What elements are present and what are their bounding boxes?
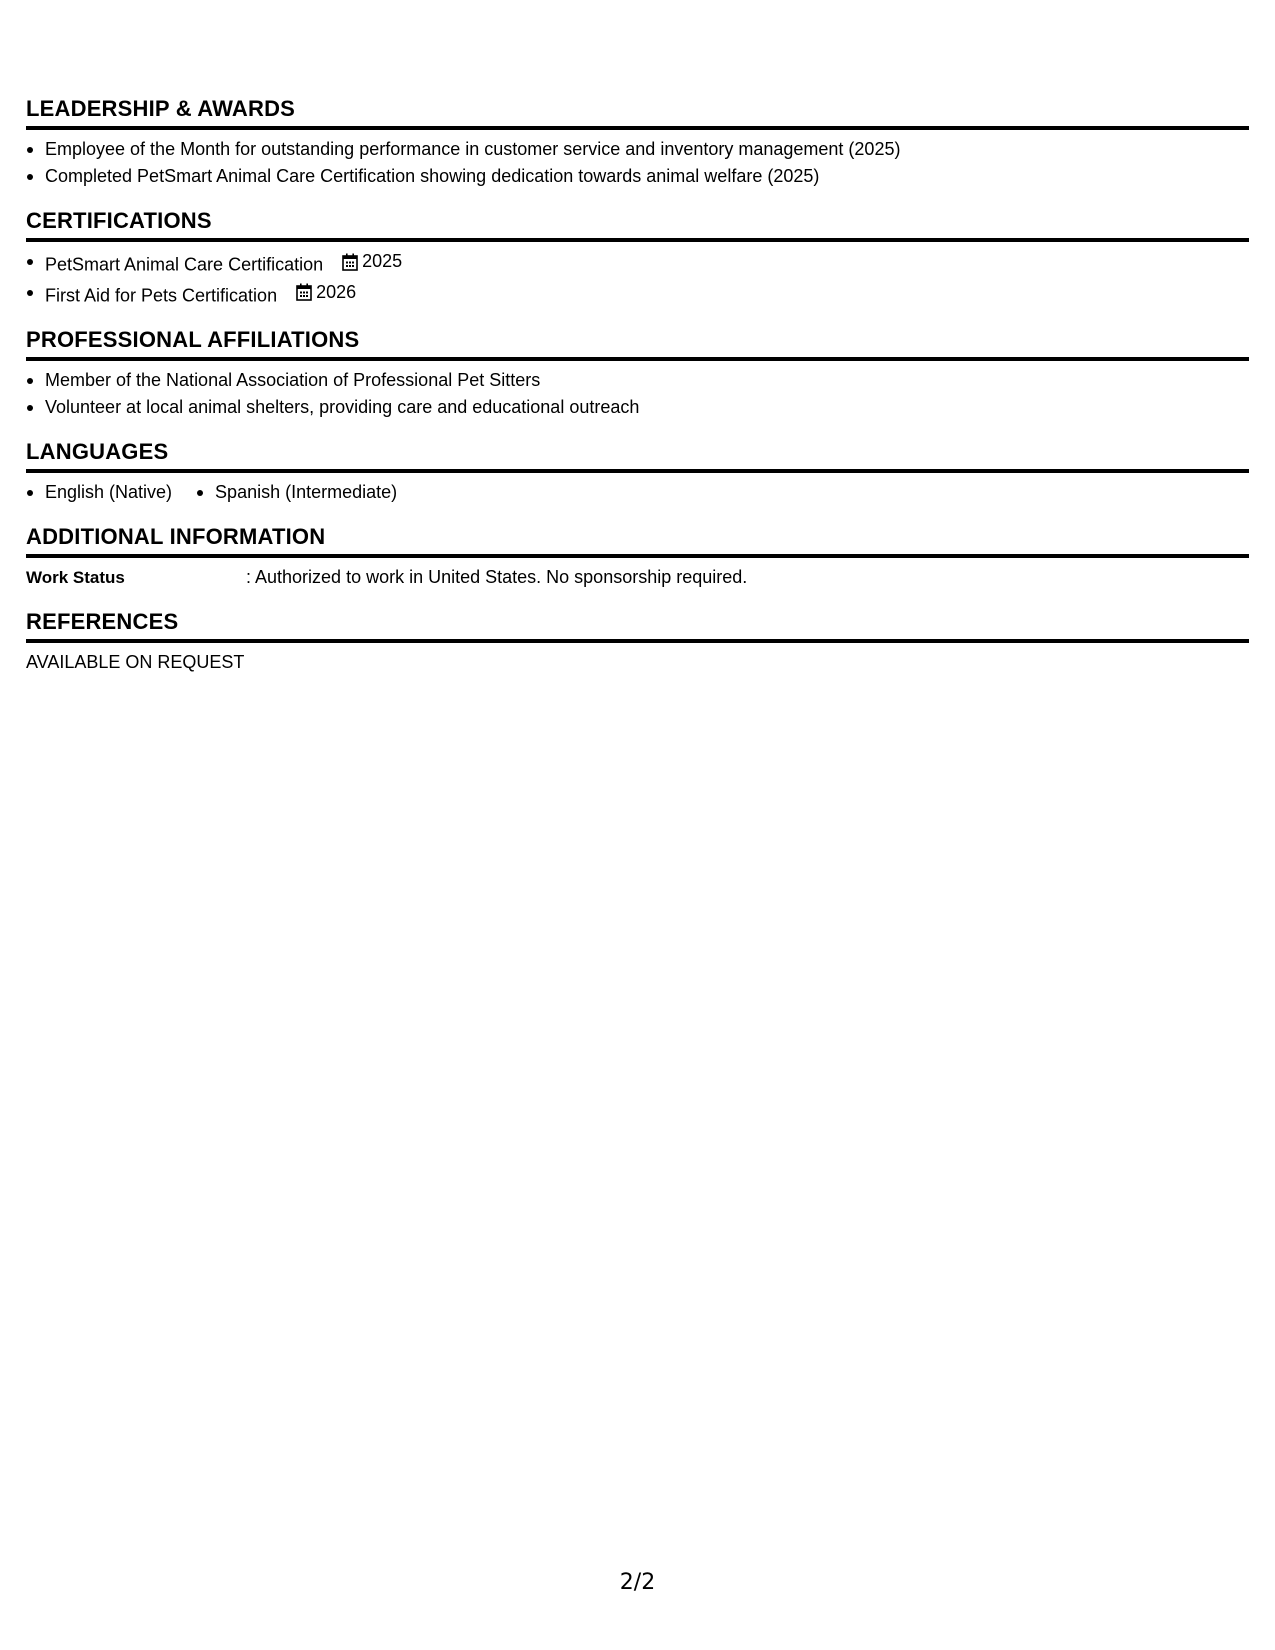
certifications-heading: CERTIFICATIONS — [26, 208, 1249, 242]
references-text: AVAILABLE ON REQUEST — [26, 652, 245, 672]
additional-info-heading: ADDITIONAL INFORMATION — [26, 524, 1249, 558]
work-status-value: : Authorized to work in United States. No sponsorship required. — [246, 567, 748, 587]
certifications-list — [26, 248, 1249, 309]
certification-name: First Aid for Pets Certification — [45, 285, 278, 305]
list-item: English (Native) — [26, 479, 172, 506]
list-item: Member of the National Association of Professional Pet Sitters — [26, 367, 1249, 394]
affiliations-heading: PROFESSIONAL AFFILIATIONS — [26, 327, 1249, 361]
resume-page-2 — [26, 96, 1249, 694]
calendar-icon — [342, 253, 358, 271]
list-item: Spanish (Intermediate) — [196, 479, 397, 506]
certification-date — [296, 279, 356, 306]
list-item: Employee of the Month for outstanding performance in customer service and inventory management (2025) — [26, 136, 1249, 163]
certifications-section — [26, 208, 1249, 309]
leadership-list — [26, 136, 1249, 190]
languages-heading: LANGUAGES — [26, 439, 1249, 473]
calendar-icon — [296, 283, 312, 301]
references-section — [26, 609, 1249, 676]
list-item: Completed PetSmart Animal Care Certification showing dedication towards animal welfare (2025) — [26, 163, 1249, 190]
references-heading: REFERENCES — [26, 609, 1249, 643]
languages-section — [26, 439, 1249, 506]
work-status-row — [26, 564, 1249, 591]
list-item — [26, 279, 1249, 310]
leadership-section — [26, 96, 1249, 190]
certification-year: 2026 — [316, 281, 357, 302]
certification-date — [342, 248, 402, 275]
languages-list — [26, 479, 1249, 506]
page-number: 2/2 — [619, 1570, 656, 1595]
affiliations-section — [26, 327, 1249, 421]
list-item — [26, 248, 1249, 279]
leadership-heading: LEADERSHIP & AWARDS — [26, 96, 1249, 130]
certification-year: 2025 — [362, 251, 403, 271]
additional-info-section — [26, 524, 1249, 591]
affiliations-list — [26, 367, 1249, 421]
certification-name: PetSmart Animal Care Certification — [45, 254, 324, 275]
work-status-label: Work Status — [26, 568, 125, 587]
list-item: Volunteer at local animal shelters, providing care and educational outreach — [26, 394, 1249, 421]
